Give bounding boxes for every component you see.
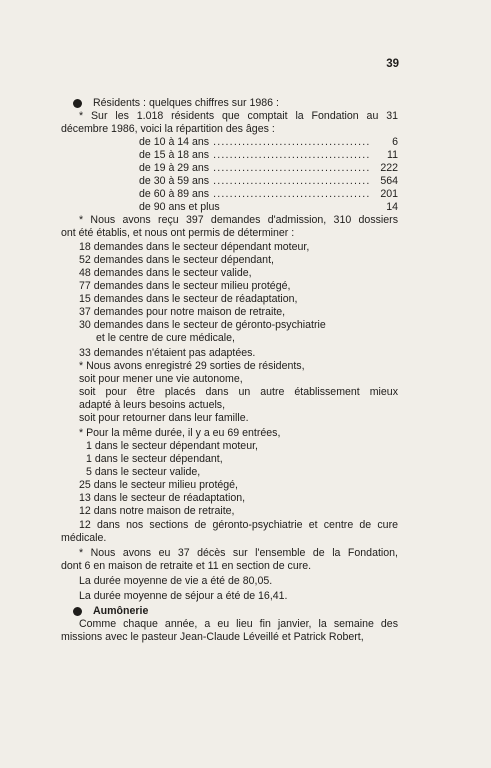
- section-heading-residents: Résidents : quelques chiffres sur 1986 :: [61, 97, 398, 110]
- paragraph-line: Comme chaque année, a eu lieu fin janvier, la semaine des: [79, 617, 398, 630]
- age-row: de 10 à 14 ans ..... 6: [139, 136, 398, 149]
- paragraph-line: La durée moyenne de vie a été de 80,05.: [79, 574, 273, 587]
- age-row: de 30 à 59 ans ..... 564: [139, 175, 398, 188]
- leader-dots: [213, 188, 370, 201]
- paragraph-line: * Nous avons eu 37 décès sur l'ensemble de la Fondation,: [79, 546, 398, 559]
- list-item: 13 dans le secteur de réadaptation,: [79, 492, 246, 505]
- paragraph-line: dont 6 en maison de retraite et 11 en section de cure.: [61, 559, 312, 572]
- paragraph-line: La durée moyenne de séjour a été de 16,41.: [79, 589, 288, 602]
- bullet-icon: [73, 99, 82, 108]
- list-item: 12 dans notre maison de retraite,: [79, 505, 235, 518]
- list-item: et le centre de cure médicale,: [96, 331, 235, 344]
- paragraph-line: missions avec le pasteur Jean-Claude Léveillé et Patrick Robert,: [61, 630, 364, 643]
- list-item: 5 dans le secteur valide,: [86, 466, 201, 479]
- list-item: adapté à leurs besoins actuels,: [79, 399, 226, 412]
- paragraph-line: * Pour la même durée, il y a eu 69 entrées,: [79, 427, 281, 440]
- list-item: soit pour retourner dans leur famille.: [79, 412, 249, 425]
- list-item: médicale.: [61, 531, 107, 544]
- age-row: de 90 ans et plus 14: [139, 201, 398, 214]
- section-heading-chaplaincy: Aumônerie: [61, 605, 398, 618]
- paragraph-line: * Sur les 1.018 résidents que comptait la Fondation au 31: [79, 110, 398, 123]
- age-table: [139, 136, 398, 214]
- leader-dots: [213, 149, 370, 162]
- paragraph-line: * Nous avons enregistré 29 sorties de résidents,: [79, 359, 305, 372]
- bullet-icon: [73, 607, 82, 616]
- list-item: 1 dans le secteur dépendant moteur,: [86, 440, 258, 453]
- age-row: de 60 à 89 ans ..... 201: [139, 188, 398, 201]
- page-number: 39: [386, 58, 399, 70]
- paragraph-line: 33 demandes n'étaient pas adaptées.: [79, 346, 256, 359]
- list-item: soit pour être placés dans un autre établissement mieux: [79, 386, 398, 399]
- list-item: 37 demandes pour notre maison de retraite,: [79, 305, 286, 318]
- list-item: 15 demandes dans le secteur de réadaptation,: [79, 292, 298, 305]
- list-item: 52 demandes dans le secteur dépendant,: [79, 253, 274, 266]
- list-item: 1 dans le secteur dépendant,: [86, 453, 223, 466]
- paragraph-line: décembre 1986, voici la répartition des âges :: [61, 123, 275, 136]
- age-row: de 19 à 29 ans ..... 222: [139, 162, 398, 175]
- paragraph-line: ont été établis, et nous ont permis de déterminer :: [61, 227, 295, 240]
- age-row: de 15 à 18 ans ..... 11: [139, 149, 398, 162]
- paragraph-line: * Nous avons reçu 397 demandes d'admission, 310 dossiers: [79, 214, 398, 227]
- list-item: 25 dans le secteur milieu protégé,: [79, 479, 238, 492]
- list-item: 48 demandes dans le secteur valide,: [79, 266, 252, 279]
- list-item: 30 demandes dans le secteur de géronto-psychiatrie: [79, 318, 326, 331]
- page-body: [61, 97, 398, 644]
- list-item: 12 dans nos sections de géronto-psychiatrie et centre de cure: [79, 518, 398, 531]
- list-item: soit pour mener une vie autonome,: [79, 372, 243, 385]
- list-item: 77 demandes dans le secteur milieu protégé,: [79, 279, 291, 292]
- leader-dots: [213, 136, 370, 149]
- leader-dots: [213, 175, 370, 188]
- list-item: 18 demandes dans le secteur dépendant moteur,: [79, 240, 310, 253]
- leader-dots: [213, 162, 370, 175]
